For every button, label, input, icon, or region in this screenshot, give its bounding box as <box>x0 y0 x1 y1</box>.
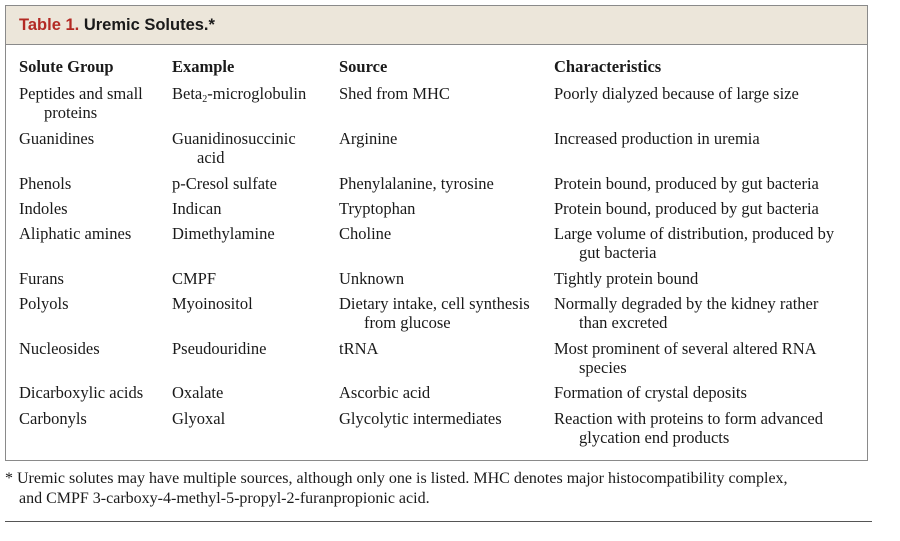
cell-group-line: Dicarboxylic acids <box>19 383 144 402</box>
cell-source-line: Arginine <box>339 129 398 148</box>
cell-char <box>554 174 819 193</box>
cell-source-line: Phenylalanine, tyrosine <box>339 174 494 193</box>
cell-source-line: Ascorbic acid <box>339 383 431 402</box>
header-source: Source <box>339 57 388 76</box>
cell-example-line: Myoinositol <box>172 294 253 313</box>
cell-example-line: p-Cresol sulfate <box>172 174 277 193</box>
cell-group <box>19 409 87 428</box>
cell-char-line: Tightly protein bound <box>554 269 699 288</box>
cell-source-line: Unknown <box>339 269 405 288</box>
cell-char <box>554 269 698 288</box>
cell-char-line: Protein bound, produced by gut bacteria <box>554 174 819 193</box>
cell-source <box>339 383 430 402</box>
table-box <box>5 5 868 461</box>
footnote-line-1: * Uremic solutes may have multiple sources, although only one is listed. MHC denotes major histocompatibility complex, <box>5 470 788 487</box>
cell-group-line: Guanidines <box>19 129 95 148</box>
example-prefix: Beta <box>172 84 203 103</box>
example-subscript: 2 <box>202 94 208 105</box>
cell-source-line: from glucose <box>364 313 451 332</box>
cell-example <box>172 294 253 313</box>
cell-char-line: than excreted <box>579 313 668 332</box>
cell-example-line: Dimethylamine <box>172 224 275 243</box>
cell-group-line: Phenols <box>19 174 72 193</box>
cell-char-line: species <box>579 358 627 377</box>
header-example: Example <box>172 57 235 76</box>
cell-example <box>172 199 221 218</box>
cell-char-line: Protein bound, produced by gut bacteria <box>554 199 819 218</box>
cell-group <box>19 269 64 288</box>
cell-source-line: Tryptophan <box>339 199 416 218</box>
cell-char-line: Poorly dialyzed because of large size <box>554 84 799 103</box>
table-name: Uremic Solutes.* <box>83 16 215 34</box>
cell-example-line: Pseudouridine <box>172 339 267 358</box>
cell-source <box>339 269 404 288</box>
cell-example-line: Oxalate <box>172 383 224 402</box>
table-title-bar <box>6 6 867 45</box>
cell-group-line: Polyols <box>19 294 69 313</box>
cell-source <box>339 339 378 358</box>
header-solute-group: Solute Group <box>19 57 114 76</box>
cell-group-line: Nucleosides <box>19 339 100 358</box>
cell-example <box>172 339 266 358</box>
cell-group <box>19 294 69 313</box>
cell-group <box>19 339 100 358</box>
cell-source-line: Glycolytic intermediates <box>339 409 502 428</box>
cell-char <box>554 129 760 148</box>
cell-group <box>19 129 94 148</box>
cell-group <box>19 383 143 402</box>
cell-char-line: Most prominent of several altered RNA <box>554 339 817 358</box>
cell-example-line: CMPF <box>172 269 217 288</box>
cell-group <box>19 174 71 193</box>
table-number: Table 1. <box>19 16 80 34</box>
cell-char-line: Formation of crystal deposits <box>554 383 747 402</box>
cell-char-line: Normally degraded by the kidney rather <box>554 294 819 313</box>
cell-example-text <box>172 84 306 103</box>
cell-char-line: Increased production in uremia <box>554 129 760 148</box>
cell-group-line: Aliphatic amines <box>19 224 132 243</box>
cell-example-line: acid <box>197 148 225 167</box>
cell-source-line: Dietary intake, cell synthesis <box>339 294 530 313</box>
cell-char-line: Reaction with proteins to form advanced <box>554 409 823 428</box>
example-suffix: -microglobulin <box>207 84 307 103</box>
cell-group-line: Carbonyls <box>19 409 87 428</box>
cell-example-line: Indican <box>172 199 222 218</box>
cell-example <box>172 84 306 103</box>
cell-example <box>172 383 223 402</box>
cell-example-line: Guanidinosuccinic <box>172 129 296 148</box>
cell-char <box>554 383 747 402</box>
cell-source <box>339 224 391 243</box>
cell-source-line: Choline <box>339 224 392 243</box>
cell-char <box>554 339 817 377</box>
cell-example <box>172 224 275 243</box>
cell-group <box>19 224 131 243</box>
cell-group-line: Peptides and small <box>19 84 143 103</box>
cell-source <box>339 129 397 148</box>
cell-example <box>172 129 296 167</box>
cell-char <box>554 199 819 218</box>
cell-source <box>339 199 415 218</box>
cell-group-line: Furans <box>19 269 64 288</box>
cell-char-line: glycation end products <box>579 428 730 447</box>
cell-example <box>172 174 277 193</box>
cell-group-line: Indoles <box>19 199 68 218</box>
header-characteristics: Characteristics <box>554 57 662 76</box>
cell-group-line: proteins <box>44 103 98 122</box>
footnote-line-2: and CMPF 3-carboxy-4-methyl-5-propyl-2-furanpropionic acid. <box>19 490 430 507</box>
cell-char-line: gut bacteria <box>579 243 657 262</box>
cell-group <box>19 84 143 122</box>
cell-source <box>339 174 494 193</box>
cell-example-line: Glyoxal <box>172 409 226 428</box>
cell-example <box>172 409 225 428</box>
cell-char <box>554 224 834 262</box>
cell-source <box>339 84 450 103</box>
cell-source-line: tRNA <box>339 339 379 358</box>
cell-group <box>19 199 68 218</box>
cell-char <box>554 294 818 332</box>
cell-char <box>554 409 823 447</box>
bottom-rule <box>5 521 872 522</box>
cell-char-line: Large volume of distribution, produced by <box>554 224 835 243</box>
cell-source <box>339 294 530 332</box>
cell-source <box>339 409 502 428</box>
cell-char <box>554 84 799 103</box>
footnote <box>5 469 788 509</box>
cell-source-line: Shed from MHC <box>339 84 450 103</box>
table-title <box>19 16 215 35</box>
cell-example <box>172 269 216 288</box>
